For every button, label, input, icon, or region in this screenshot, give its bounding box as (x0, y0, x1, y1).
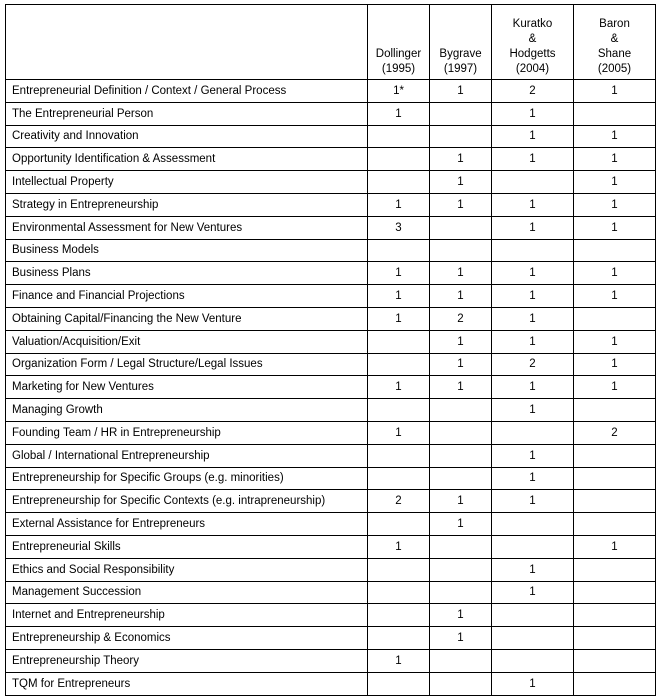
table-row (6, 216, 656, 239)
value-cell-baron (574, 399, 656, 422)
value-cell-baron (574, 672, 656, 695)
topic-cell: Business Models (6, 239, 368, 262)
topic-cell: Strategy in Entrepreneurship (6, 193, 368, 216)
value-cell-baron: 1 (574, 285, 656, 308)
value-cell-bygrave (430, 649, 492, 672)
value-cell-kuratko: 1 (492, 216, 574, 239)
value-cell-kuratko: 2 (492, 80, 574, 103)
column-header-line: & (528, 33, 537, 45)
value-cell-bygrave: 1 (430, 80, 492, 103)
value-cell-bygrave: 1 (430, 604, 492, 627)
value-cell-kuratko: 1 (492, 193, 574, 216)
value-cell-baron (574, 102, 656, 125)
topic-cell: Obtaining Capital/Financing the New Venture (6, 307, 368, 330)
value-cell-baron: 1 (574, 193, 656, 216)
table-row (6, 262, 656, 285)
value-cell-kuratko: 1 (492, 558, 574, 581)
value-cell-bygrave (430, 672, 492, 695)
value-cell-kuratko: 1 (492, 399, 574, 422)
table-row (6, 558, 656, 581)
value-cell-bygrave: 1 (430, 285, 492, 308)
value-cell-bygrave (430, 102, 492, 125)
value-cell-bygrave (430, 467, 492, 490)
column-header-dollinger (368, 5, 430, 80)
value-cell-kuratko: 1 (492, 467, 574, 490)
value-cell-dollinger (368, 581, 430, 604)
value-cell-baron (574, 490, 656, 513)
value-cell-bygrave: 2 (430, 307, 492, 330)
value-cell-dollinger (368, 125, 430, 148)
value-cell-dollinger (368, 513, 430, 536)
value-cell-kuratko (492, 604, 574, 627)
table-row (6, 148, 656, 171)
topic-cell: Marketing for New Ventures (6, 376, 368, 399)
value-cell-bygrave (430, 444, 492, 467)
value-cell-baron: 1 (574, 376, 656, 399)
value-cell-bygrave (430, 581, 492, 604)
value-cell-dollinger (368, 353, 430, 376)
topic-cell: Entrepreneurship & Economics (6, 627, 368, 650)
topic-cell: Entrepreneurship Theory (6, 649, 368, 672)
column-header-kuratko (492, 5, 574, 80)
table-row (6, 672, 656, 695)
value-cell-dollinger: 1 (368, 307, 430, 330)
value-cell-baron (574, 444, 656, 467)
value-cell-baron (574, 649, 656, 672)
column-header-bygrave (430, 5, 492, 80)
value-cell-dollinger (368, 627, 430, 650)
table-row (6, 467, 656, 490)
value-cell-kuratko: 1 (492, 376, 574, 399)
table-row (6, 307, 656, 330)
topic-cell: Entrepreneurship for Specific Contexts (e.g. intrapreneurship) (6, 490, 368, 513)
topic-cell: Intellectual Property (6, 171, 368, 194)
value-cell-kuratko: 2 (492, 353, 574, 376)
value-cell-baron: 1 (574, 148, 656, 171)
topic-cell: Entrepreneurship for Specific Groups (e.g. minorities) (6, 467, 368, 490)
value-cell-bygrave: 1 (430, 148, 492, 171)
value-cell-baron: 1 (574, 330, 656, 353)
topic-cell: Valuation/Acquisition/Exit (6, 330, 368, 353)
table-row (6, 627, 656, 650)
table-row (6, 239, 656, 262)
column-header-line: (2004) (515, 63, 550, 75)
column-header-line: (1995) (381, 63, 416, 75)
table-row (6, 193, 656, 216)
topic-cell: Global / International Entrepreneurship (6, 444, 368, 467)
value-cell-dollinger: 1* (368, 80, 430, 103)
table-row (6, 102, 656, 125)
column-header-line: Kuratko (512, 18, 553, 30)
column-header-line: Hodgetts (509, 48, 556, 60)
topic-cell: Creativity and Innovation (6, 125, 368, 148)
column-header-line: Bygrave (439, 48, 482, 60)
value-cell-kuratko (492, 649, 574, 672)
topic-cell: External Assistance for Entrepreneurs (6, 513, 368, 536)
value-cell-baron: 1 (574, 80, 656, 103)
table-row (6, 581, 656, 604)
value-cell-kuratko (492, 239, 574, 262)
value-cell-dollinger: 2 (368, 490, 430, 513)
value-cell-bygrave: 1 (430, 353, 492, 376)
topic-cell: Internet and Entrepreneurship (6, 604, 368, 627)
table-row (6, 376, 656, 399)
topic-cell: TQM for Entrepreneurs (6, 672, 368, 695)
value-cell-dollinger: 1 (368, 193, 430, 216)
column-header-line: Dollinger (375, 48, 422, 60)
table-row (6, 444, 656, 467)
header-topic-cell (6, 5, 368, 80)
value-cell-dollinger (368, 239, 430, 262)
value-cell-kuratko (492, 171, 574, 194)
topic-cell: Business Plans (6, 262, 368, 285)
value-cell-baron (574, 513, 656, 536)
value-cell-bygrave (430, 399, 492, 422)
table-row (6, 125, 656, 148)
topic-cell: Managing Growth (6, 399, 368, 422)
value-cell-baron: 1 (574, 171, 656, 194)
column-header-line: Shane (597, 48, 632, 60)
value-cell-dollinger (368, 330, 430, 353)
value-cell-baron (574, 307, 656, 330)
value-cell-dollinger: 1 (368, 649, 430, 672)
value-cell-bygrave: 1 (430, 376, 492, 399)
value-cell-kuratko: 1 (492, 125, 574, 148)
value-cell-kuratko (492, 535, 574, 558)
value-cell-dollinger: 1 (368, 262, 430, 285)
value-cell-dollinger: 1 (368, 535, 430, 558)
value-cell-dollinger (368, 171, 430, 194)
value-cell-kuratko (492, 421, 574, 444)
value-cell-dollinger: 1 (368, 102, 430, 125)
topic-cell: Organization Form / Legal Structure/Legal Issues (6, 353, 368, 376)
topic-cell: Entrepreneurial Definition / Context / General Process (6, 80, 368, 103)
column-header-line: & (610, 33, 619, 45)
value-cell-baron: 2 (574, 421, 656, 444)
value-cell-bygrave (430, 125, 492, 148)
value-cell-kuratko: 1 (492, 307, 574, 330)
value-cell-bygrave: 1 (430, 171, 492, 194)
value-cell-baron: 1 (574, 535, 656, 558)
topic-cell: Entrepreneurial Skills (6, 535, 368, 558)
table-row (6, 490, 656, 513)
value-cell-kuratko: 1 (492, 490, 574, 513)
table-row (6, 535, 656, 558)
value-cell-baron: 1 (574, 262, 656, 285)
value-cell-bygrave (430, 558, 492, 581)
value-cell-dollinger (368, 399, 430, 422)
topic-cell: Opportunity Identification & Assessment (6, 148, 368, 171)
value-cell-bygrave (430, 239, 492, 262)
column-header-line: (2005) (597, 63, 632, 75)
value-cell-bygrave: 1 (430, 193, 492, 216)
table-row (6, 513, 656, 536)
value-cell-baron (574, 239, 656, 262)
topic-cell: Founding Team / HR in Entrepreneurship (6, 421, 368, 444)
value-cell-kuratko (492, 513, 574, 536)
topic-cell: Finance and Financial Projections (6, 285, 368, 308)
value-cell-dollinger (368, 672, 430, 695)
value-cell-kuratko: 1 (492, 285, 574, 308)
table-header (6, 5, 656, 80)
column-header-line: (1997) (443, 63, 478, 75)
header-row (6, 5, 656, 80)
value-cell-bygrave: 1 (430, 330, 492, 353)
table-row (6, 649, 656, 672)
table-row (6, 171, 656, 194)
table-row (6, 80, 656, 103)
table-row (6, 399, 656, 422)
value-cell-baron: 1 (574, 353, 656, 376)
value-cell-bygrave: 1 (430, 490, 492, 513)
value-cell-kuratko: 1 (492, 148, 574, 171)
value-cell-dollinger (368, 467, 430, 490)
value-cell-baron (574, 467, 656, 490)
value-cell-baron (574, 558, 656, 581)
topic-cell: Environmental Assessment for New Ventures (6, 216, 368, 239)
value-cell-baron (574, 604, 656, 627)
value-cell-kuratko (492, 627, 574, 650)
value-cell-bygrave: 1 (430, 627, 492, 650)
value-cell-baron (574, 627, 656, 650)
table-row (6, 285, 656, 308)
table-row (6, 353, 656, 376)
topic-cell: The Entrepreneurial Person (6, 102, 368, 125)
value-cell-dollinger (368, 148, 430, 171)
value-cell-dollinger: 1 (368, 376, 430, 399)
topic-cell: Management Succession (6, 581, 368, 604)
column-header-baron (574, 5, 656, 80)
value-cell-dollinger (368, 604, 430, 627)
value-cell-kuratko: 1 (492, 672, 574, 695)
value-cell-bygrave: 1 (430, 513, 492, 536)
value-cell-dollinger: 1 (368, 285, 430, 308)
value-cell-baron (574, 581, 656, 604)
value-cell-dollinger: 3 (368, 216, 430, 239)
value-cell-kuratko: 1 (492, 102, 574, 125)
value-cell-bygrave: 1 (430, 262, 492, 285)
value-cell-bygrave (430, 421, 492, 444)
value-cell-kuratko: 1 (492, 444, 574, 467)
table-row (6, 604, 656, 627)
table-row (6, 330, 656, 353)
value-cell-baron: 1 (574, 216, 656, 239)
topic-cell: Ethics and Social Responsibility (6, 558, 368, 581)
value-cell-bygrave (430, 535, 492, 558)
value-cell-dollinger: 1 (368, 421, 430, 444)
topics-table (5, 4, 656, 696)
value-cell-baron: 1 (574, 125, 656, 148)
value-cell-kuratko: 1 (492, 262, 574, 285)
value-cell-kuratko: 1 (492, 581, 574, 604)
table-body (6, 80, 656, 696)
value-cell-kuratko: 1 (492, 330, 574, 353)
value-cell-dollinger (368, 444, 430, 467)
table-row (6, 421, 656, 444)
value-cell-dollinger (368, 558, 430, 581)
column-header-line: Baron (599, 18, 630, 30)
value-cell-bygrave (430, 216, 492, 239)
